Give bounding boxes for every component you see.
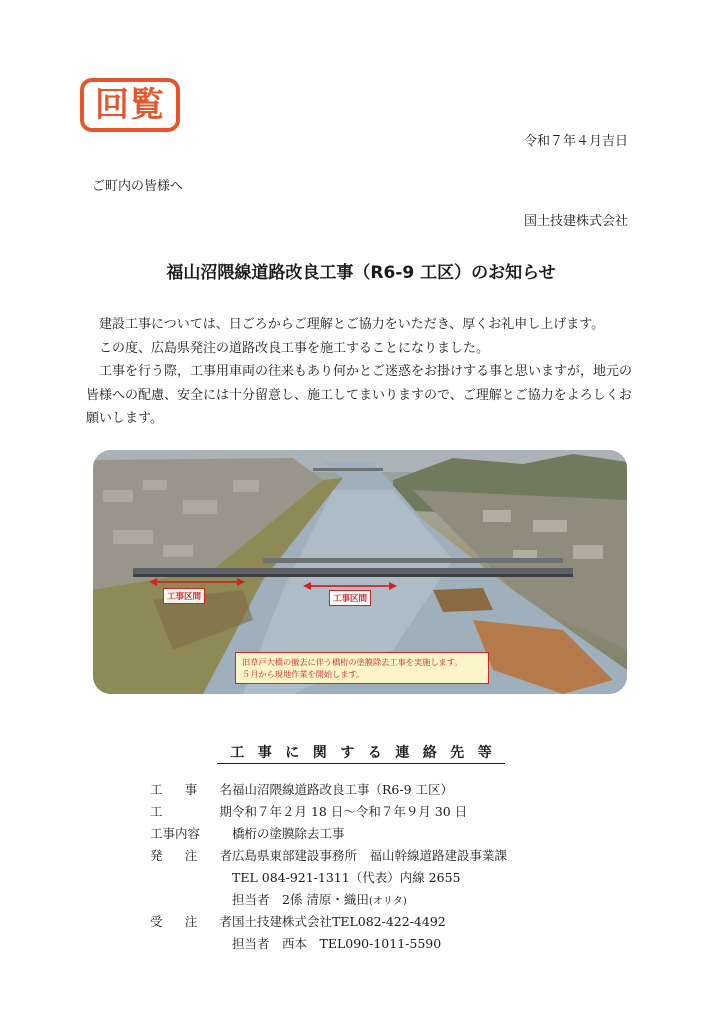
body-paragraph: 建設工事については、日ごろからご理解とご協力をいただき、厚くお礼申し上げます。 [99,317,605,332]
contact-value: 令和７年２月 18 日～令和７年９月 30 日 [232,804,468,819]
sender: 国土技建株式会社 [523,214,628,229]
contact-row-client-tel [150,866,507,888]
contact-heading-text: 工事に関する連絡先等 [217,742,506,764]
contact-row-contractor-person [150,932,507,954]
contact-row-content [150,822,507,844]
contact-row-client-person [150,888,507,910]
contact-label: 工 期 [150,804,232,819]
contact-label: 受 注 者 [150,914,232,929]
contact-value [232,890,407,908]
contact-value: 橋桁の塗膜除去工事 [232,826,345,841]
contact-row-name [150,778,507,800]
work-section-label-right: 工事区間 [329,590,371,606]
contact-label: 工 事 名 [150,782,232,797]
work-section-label-left: 工事区間 [163,588,205,604]
contact-heading [0,742,722,764]
contact-label: 工事内容 [150,826,201,841]
photo-note-line: 旧草戸大橋の撤去に伴う橋桁の塗膜除去工事を実施します。 [242,657,463,667]
contact-row-contractor [150,910,507,932]
recipient: ご町内の皆様へ [92,179,184,194]
photo-note [235,652,489,684]
circulation-stamp [80,78,180,132]
stamp-text: 回覧 [95,85,165,125]
notice-title: 福山沼隈線道路改良工事（R6-9 工区）のお知らせ [166,263,556,283]
client-person: 担当者 2係 清原・織田 [232,892,369,907]
contact-value: 国土技建株式会社TEL082-422-4492 [232,914,446,929]
client-person-kana: (オリタ) [368,896,407,907]
contact-table [150,778,507,954]
contact-row-client [150,844,507,866]
aerial-photo [93,450,627,694]
contact-value: 広島県東部建設事務所 福山幹線道路建設事業課 [232,848,508,863]
body-paragraph: この度、広島県発注の道路改良工事を施工することになりました。 [99,340,490,356]
contact-value: TEL 084-921-1311（代表）内線 2655 [232,870,461,885]
photo-note-line: ５月から現地作業を開始します。 [242,669,365,679]
contact-label: 発 注 者 [150,848,232,863]
notice-body [86,313,634,431]
contact-row-period [150,800,507,822]
contact-value: 福山沼隈線道路改良工事（R6-9 工区） [232,782,454,797]
body-paragraph: 工事を行う際，工事用車両の往来もあり何かとご迷惑をお掛けする事と思いますが，地元の皆様への配慮、安全には十分留意し、施工してまいりますので、ご理解とご協力をよろしくお願いします。 [86,364,633,426]
issue-date: 令和７年４月吉日 [523,134,628,149]
contact-value: 担当者 西本 TEL090-1011-5590 [232,936,442,951]
